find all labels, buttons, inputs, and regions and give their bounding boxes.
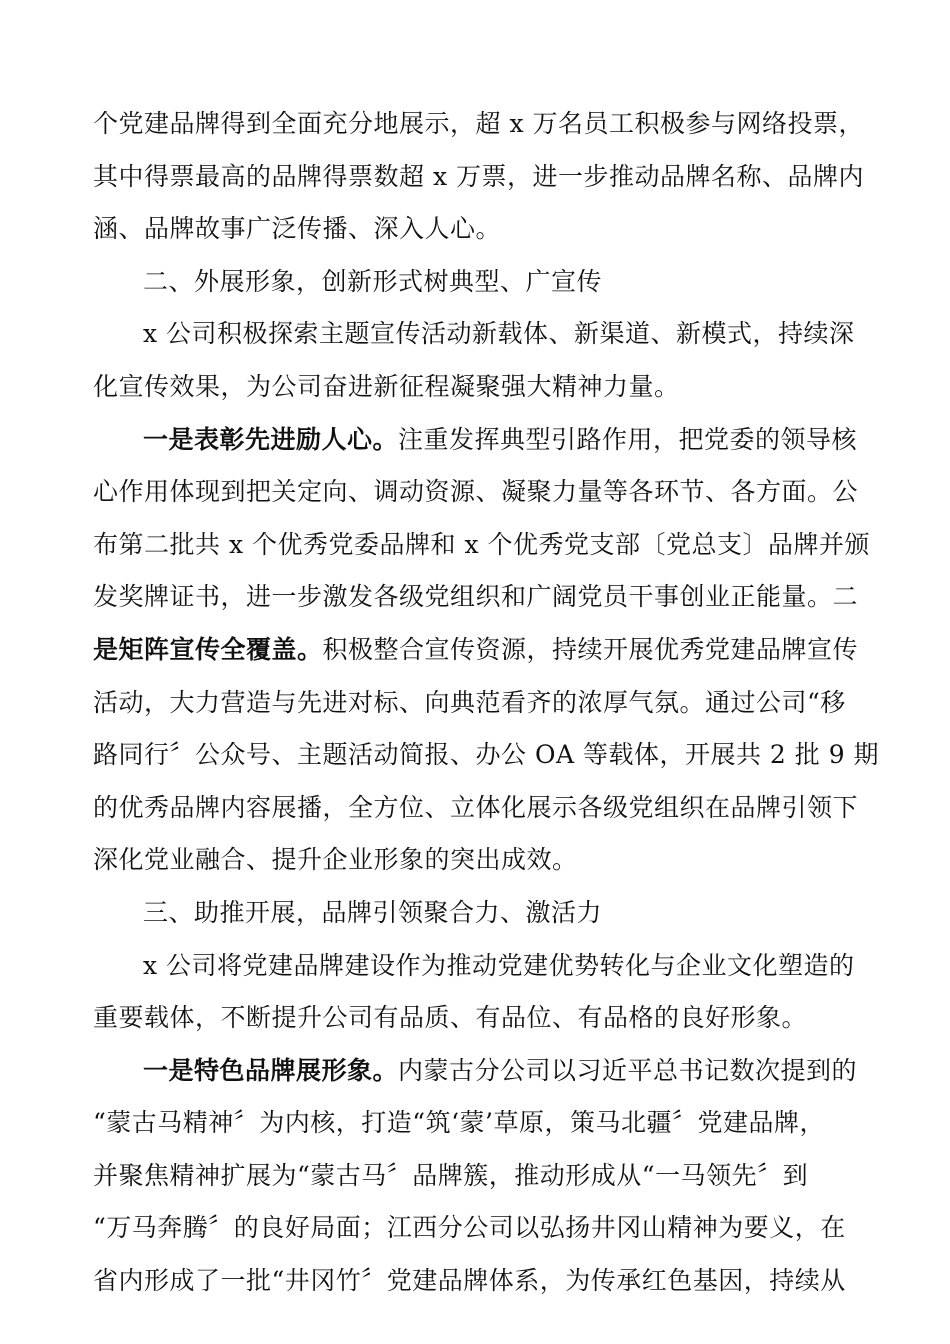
text-run: “蒙古马精神〞为内核，打造“筑‘蒙’草原，策马北疆〞党建品牌，	[93, 1108, 825, 1138]
text-line	[93, 466, 863, 519]
section-heading	[93, 887, 863, 940]
text-run: 发奖牌证书，进一步激发各级党组织和广阔党员干事创业正能量。二	[93, 582, 859, 612]
text-line	[93, 1202, 863, 1255]
text-run: 化宣传效果，为公司奋进新征程凝聚强大精神力量。	[93, 371, 680, 401]
text-run: 并聚焦精神扩展为“蒙古马〞品牌簇，推动形成从“一马领先〞到	[93, 1160, 809, 1190]
text-line	[93, 1097, 863, 1150]
text-line	[93, 1255, 863, 1308]
text-line	[93, 519, 870, 572]
text-line	[93, 834, 863, 887]
text-run: 个党建品牌得到全面充分地展示，超 x 万名员工积极参与网络投票，	[93, 109, 864, 138]
section-heading	[93, 256, 863, 309]
bold-lead-phrase: 一是表彰先进励人心。	[143, 424, 399, 454]
text-line	[93, 677, 863, 730]
document-body	[93, 98, 880, 1308]
text-line	[93, 992, 863, 1045]
text-run: 布第二批共 x 个优秀党委品牌和 x 个优秀党支部〔党总支〕品牌并颁	[93, 529, 870, 559]
text-line	[93, 782, 863, 835]
bold-lead-phrase: 是矩阵宣传全覆盖。	[93, 634, 323, 664]
text-line	[93, 98, 863, 151]
text-run: 重要载体，不断提升公司有品质、有品位、有品格的良好形象。	[93, 1003, 808, 1033]
text-run: x 公司将党建品牌建设作为推动党建优势转化与企业文化塑造的	[143, 950, 855, 980]
text-line	[93, 624, 863, 677]
text-run: x 公司积极探索主题宣传活动新载体、新渠道、新模式，持续深	[143, 319, 855, 349]
text-line	[93, 414, 863, 467]
text-line	[93, 151, 863, 204]
text-run: 路同行〞公众号、主题活动简报、办公 OA 等载体，开展共 2 批 9 期	[93, 740, 880, 770]
text-run: 心作用体现到把关定向、调动资源、凝聚力量等各环节、各方面。公	[93, 477, 859, 507]
text-run: 内蒙古分公司以习近平总书记数次提到的	[398, 1055, 858, 1085]
text-run: 的优秀品牌内容展播，全方位、立体化展示各级党组织在品牌引领下	[93, 792, 859, 822]
text-line	[93, 940, 863, 993]
bold-lead-phrase: 一是特色品牌展形象。	[143, 1055, 399, 1085]
text-line	[93, 361, 863, 414]
text-line	[93, 1045, 863, 1098]
text-run: 积极整合宣传资源，持续开展优秀党建品牌宣传	[322, 634, 859, 664]
text-run: 二、外展形象，创新形式树典型、广宣传	[143, 266, 603, 296]
text-run: 注重发挥典型引路作用，把党委的领导核	[398, 424, 858, 454]
text-line	[93, 308, 863, 361]
text-run: 涵、品牌故事广泛传播、深入人心。	[93, 214, 502, 244]
text-run: 其中得票最高的品牌得票数超 x 万票，进一步推动品牌名称、品牌内	[93, 161, 864, 191]
text-run: 活动，大力营造与先进对标、向典范看齐的浓厚气氛。通过公司“移	[93, 687, 846, 717]
text-run: “万马奔腾〞的良好局面；江西分公司以弘扬井冈山精神为要义，在	[93, 1213, 846, 1243]
text-run: 三、助推开展，品牌引领聚合力、激活力	[143, 897, 603, 927]
text-run: 省内形成了一批“井冈竹〞党建品牌体系，为传承红色基因，持续从	[93, 1266, 846, 1296]
text-run: 深化党业融合、提升企业形象的突出成效。	[93, 845, 578, 875]
text-line	[93, 1150, 863, 1203]
text-line	[93, 203, 863, 256]
text-line	[93, 571, 863, 624]
text-line	[93, 729, 880, 782]
